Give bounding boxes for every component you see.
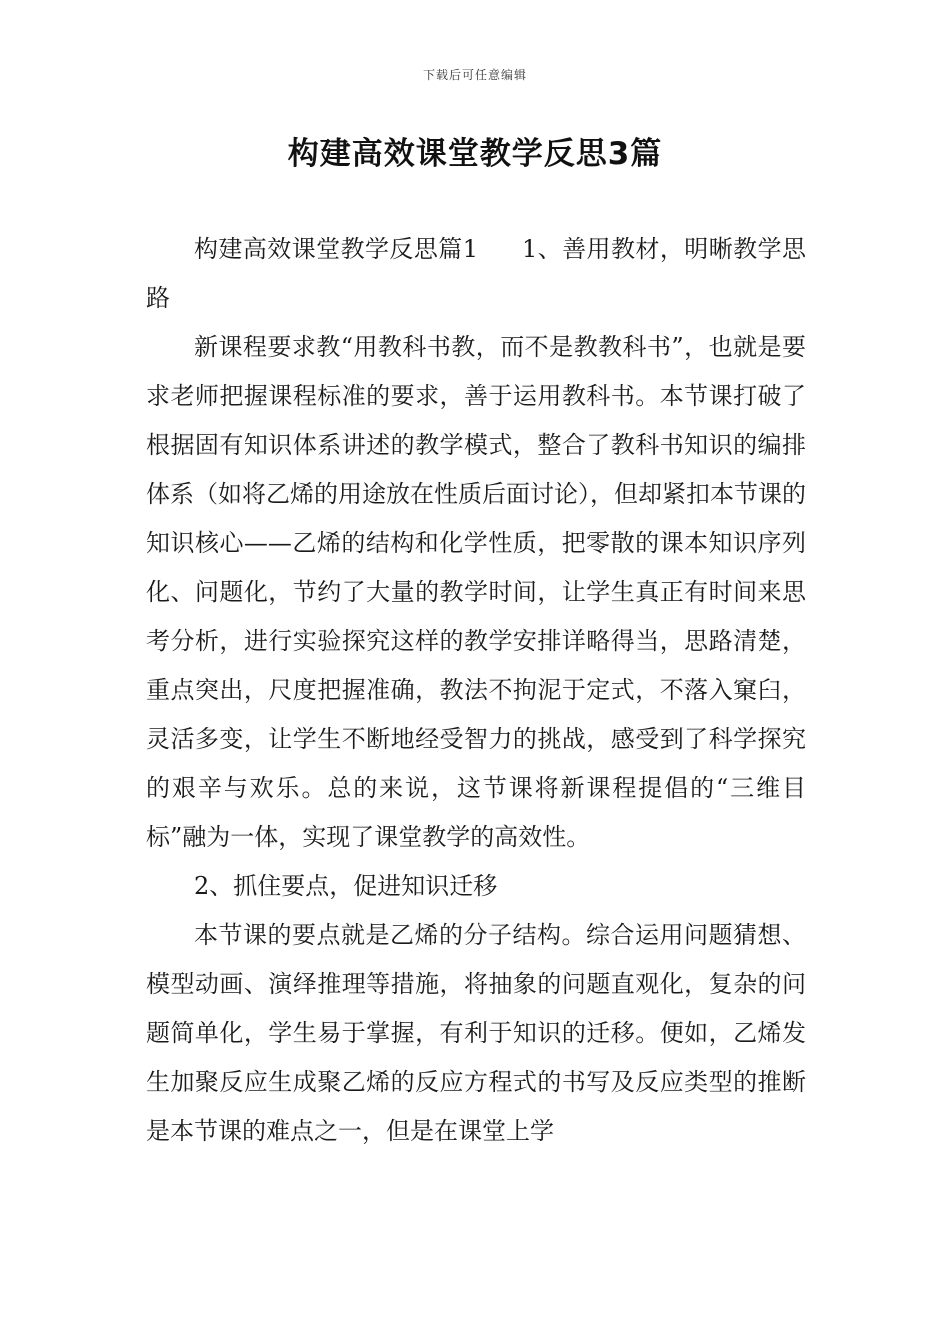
paragraph-3: 本节课的要点就是乙烯的分子结构。综合运用问题猜想、模型动画、演绎推理等措施，将抽象的问题直观化，复杂的问题简单化，学生易于掌握，有利于知识的迁移。便如，乙烯发生加聚反应生成聚乙烯的反应方程式的书写及反应类型的推断是本节课的难点之一，但是在课堂上学 [146,921,806,1145]
section-heading-2: 2、抓住要点，促进知识迁移 [194,872,498,900]
document-body [146,225,806,1156]
intro-heading: 构建高效课堂教学反思篇1 [194,235,478,263]
header-note: 下载后可任意编辑 [422,68,527,82]
paragraph-2: 新课程要求教“用教科书教，而不是教教科书”，也就是要求老师把握课程标准的要求，善于运用教科书。本节课打破了根据固有知识体系讲述的教学模式，整合了教科书知识的编排体系（如将乙烯的用途放在性质后面讨论），但却紧扣本节课的知识核心——乙烯的结构和化学性质，把零散的课本知识序列化、问题化，节约了大量的教学时间，让学生真正有时间来思考分析，进行实验探究这样的教学安排详略得当，思路清楚，重点突出，尺度把握准确，教法不拘泥于定式，不落入窠臼，灵活多变，让学生不断地经受智力的挑战，感受到了科学探究的艰辛与欢乐。总的来说，这节课将新课程提倡的“三维目标”融为一体，实现了课堂教学的高效性。 [146,333,806,851]
document-title: 构建高效课堂教学反思3篇 [287,136,663,172]
section-heading-1: 1、善用教材，明晰教学思路 [146,235,806,312]
paragraph-1 [146,225,806,323]
